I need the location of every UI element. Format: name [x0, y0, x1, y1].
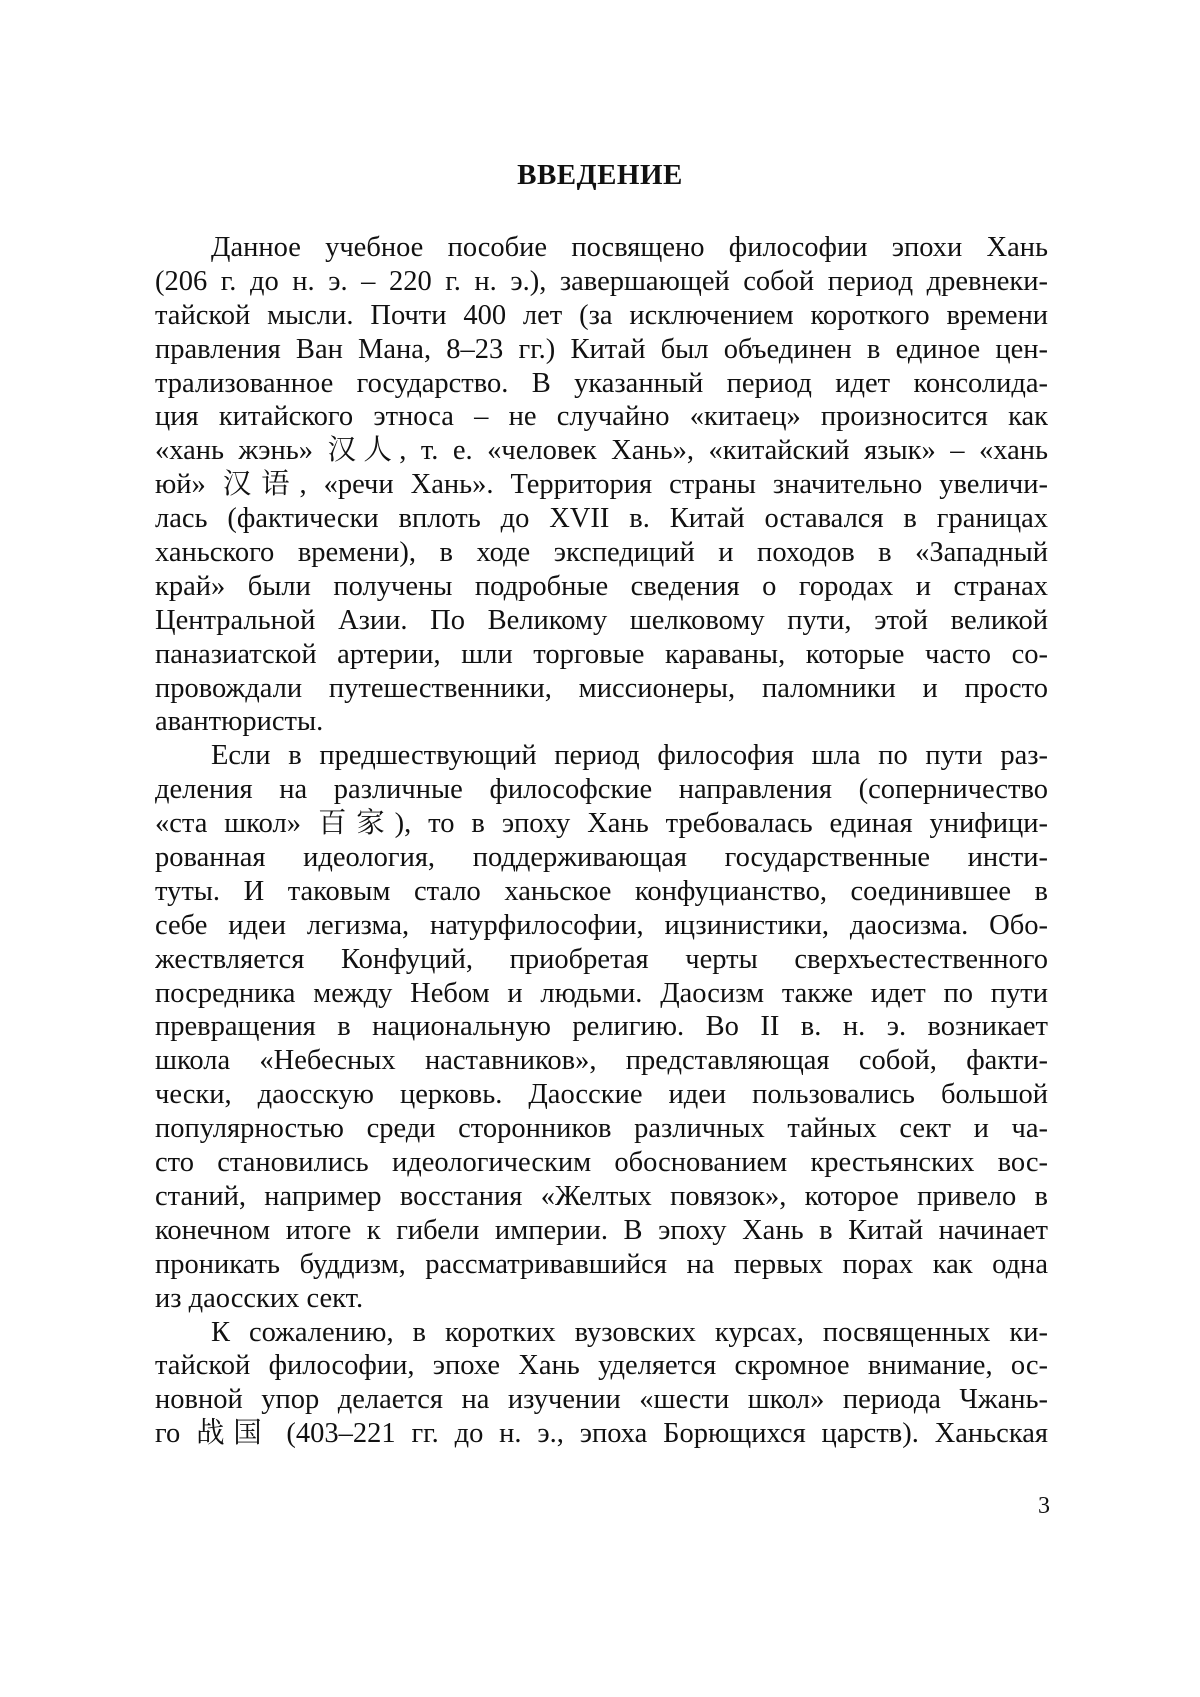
text-line: туты. И таковым стало ханьское конфуцианство, соединившее в — [155, 875, 1048, 907]
text-line: Центральной Азии. По Великому шелковому пути, этой великой — [155, 604, 1048, 636]
text-line: юй» 汉语, «речи Хань». Территория страны значительно увеличи- — [155, 469, 1048, 501]
text-line: (206 г. до н. э. – 220 г. н. э.), завершающей собой период древнеки- — [155, 265, 1048, 297]
text-line: Данное учебное пособие посвящено философии эпохи Хань — [211, 232, 1048, 263]
text-line: превращения в национальную религию. Во II в. н. э. возникает — [155, 1011, 1048, 1043]
text-line: школа «Небесных наставников», представляющая собой, факти- — [155, 1045, 1048, 1077]
text-line: себе идеи легизма, натурфилософии, ицзинистики, даосизма. Обо- — [155, 909, 1048, 941]
text-line: чески, даосскую церковь. Даосские идеи пользовались большой — [155, 1079, 1048, 1111]
text-line: К сожалению, в коротких вузовских курсах, посвященных ки- — [211, 1316, 1048, 1348]
page-number: 3 — [1038, 1493, 1050, 1519]
text-line: рованная идеология, поддерживающая государственные инсти- — [155, 842, 1048, 874]
text-line: из даосских сект. — [155, 1282, 364, 1314]
text-line: деления на различные философские направления (соперничество — [155, 774, 1048, 806]
text-line: Если в предшествующий период философия шла по пути раз- — [211, 740, 1048, 772]
text-line: проникать буддизм, рассматривавшийся на первых порах как одна — [155, 1248, 1048, 1280]
text-line: конечном итоге к гибели империи. В эпоху Хань в Китай начинает — [155, 1214, 1048, 1246]
text-line: «ста школ» 百家), то в эпоху Хань требовалась единая унифици- — [155, 808, 1048, 840]
paragraph — [155, 1316, 1048, 1452]
paragraph — [155, 231, 1048, 739]
text-line: ханьского времени), в ходе экспедиций и походов в «Западный — [155, 537, 1048, 569]
text-line: край» были получены подробные сведения о городах и странах — [155, 570, 1048, 602]
text-line: го 战国 (403–221 гг. до н. э., эпоха Борющихся царств). Ханьская — [155, 1418, 1048, 1450]
text-line: трализованное государство. В указанный период идет консолида- — [155, 367, 1048, 399]
text-line: провождали путешественники, миссионеры, паломники и просто — [155, 672, 1048, 704]
text-line: паназиатской артерии, шли торговые караваны, которые часто со- — [155, 638, 1048, 670]
text-line: правления Ван Мана, 8–23 гг.) Китай был объединен в единое цен- — [155, 333, 1048, 365]
text-line: ция китайского этноса – не случайно «китаец» произносится как — [155, 401, 1048, 433]
text-line: жествляется Конфуций, приобретая черты сверхъестественного — [155, 943, 1048, 975]
text-line: тайской мысли. Почти 400 лет (за исключением короткого времени — [155, 299, 1048, 331]
text-line: тайской философии, эпохе Хань уделяется скромное внимание, ос- — [155, 1350, 1048, 1382]
text-line: сто становились идеологическим обоснованием крестьянских вос- — [155, 1147, 1048, 1179]
text-line: популярностью среди сторонников различных тайных сект и ча- — [155, 1113, 1048, 1145]
chapter-heading: ВВЕДЕНИЕ — [517, 159, 683, 191]
text-line: лась (фактически вплоть до XVII в. Китай оставался в границах — [155, 503, 1048, 535]
text-line: «хань жэнь» 汉人, т. е. «человек Хань», «китайский язык» – «хань — [155, 435, 1048, 467]
text-line: новной упор делается на изучении «шести школ» периода Чжань- — [155, 1384, 1048, 1416]
text-line: посредника между Небом и людьми. Даосизм также идет по пути — [155, 977, 1048, 1009]
paragraph — [155, 739, 1048, 1315]
text-line: станий, например восстания «Желтых повязок», которое привело в — [155, 1180, 1048, 1212]
body-text — [155, 231, 1048, 1451]
text-line: авантюристы. — [155, 706, 324, 738]
